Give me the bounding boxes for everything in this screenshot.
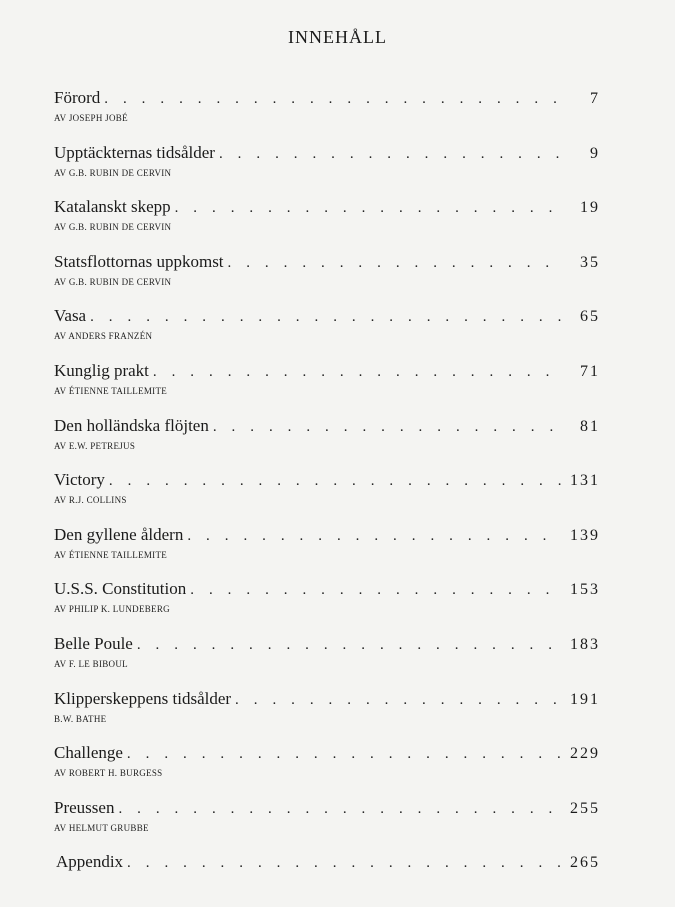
entry-title: Statsflottornas uppkomst — [54, 251, 224, 271]
dot-leader — [137, 635, 562, 655]
entry-page-number: 229 — [570, 745, 600, 763]
dot-leader — [175, 198, 562, 218]
toc-entry-den-gyllene-aldern[interactable] — [54, 525, 600, 580]
entry-author: AV JOSEPH JOBÉ — [54, 113, 128, 123]
entry-page-number: 65 — [580, 308, 600, 326]
toc-entry-appendix[interactable] — [54, 852, 600, 907]
entry-author: AV HELMUT GRUBBE — [54, 822, 149, 833]
entry-author: AV ANDERS FRANZÉN — [54, 331, 153, 342]
dot-leader — [118, 799, 562, 819]
entry-author: AV E.W. PETREJUS — [54, 440, 136, 451]
entry-author: AV G.B. RUBIN DE CERVIN — [54, 276, 172, 287]
dot-leader — [109, 471, 562, 491]
toc-entry-forord[interactable] — [54, 88, 600, 143]
dot-leader — [127, 853, 562, 873]
entry-page-number: 71 — [580, 362, 600, 380]
toc-entry-kunglig-prakt[interactable] — [54, 361, 600, 416]
entry-page-number: 9 — [590, 144, 600, 162]
entry-title: Klipperskeppens tidsålder — [54, 688, 232, 708]
entry-title: Den holländska flöjten — [54, 415, 209, 435]
entry-page-number: 265 — [570, 854, 600, 872]
dot-leader — [213, 417, 562, 437]
entry-title: Upptäckternas tidsålder — [54, 142, 215, 162]
entry-page-number: 7 — [590, 90, 600, 107]
entry-author: AV R.J. COLLINS — [54, 495, 127, 506]
toc-entry-den-hollandska-flojten[interactable] — [54, 416, 600, 471]
entry-title: Vasa — [54, 306, 87, 326]
entry-author: AV ROBERT H. BURGESS — [54, 768, 163, 779]
entry-title: Appendix — [56, 852, 124, 872]
dot-leader — [190, 580, 562, 600]
page-title: INNEHÅLL — [288, 27, 387, 47]
dot-leader — [104, 89, 562, 109]
dot-leader — [228, 253, 562, 273]
entry-author: AV G.B. RUBIN DE CERVIN — [54, 167, 172, 178]
toc-entry-preussen[interactable] — [54, 798, 600, 853]
toc-entry-klipperskeppens-tidsalder[interactable] — [54, 689, 600, 744]
dot-leader — [153, 362, 562, 382]
entry-author: AV F. LE BIBOUL — [54, 658, 128, 669]
entry-author: AV ÉTIENNE TAILLEMITE — [54, 549, 168, 560]
entry-title: U.S.S. Constitution — [54, 579, 187, 599]
entry-author: AV ÉTIENNE TAILLEMITE — [54, 385, 168, 396]
entry-page-number: 19 — [580, 199, 600, 217]
entry-title: Challenge — [54, 743, 123, 763]
entry-title: Förord — [54, 88, 101, 107]
toc-entry-katalanskt-skepp[interactable] — [54, 197, 600, 252]
entry-page-number: 255 — [570, 799, 600, 817]
entry-title: Katalanskt skepp — [54, 197, 171, 217]
toc-entry-belle-poule[interactable] — [54, 634, 600, 689]
toc-entry-uss-constitution[interactable] — [54, 579, 600, 634]
toc-entry-upptackternas-tidsalder[interactable] — [54, 143, 600, 198]
dot-leader — [219, 144, 562, 164]
dot-leader — [187, 526, 562, 546]
entry-title: Belle Poule — [54, 633, 133, 653]
dot-leader — [127, 744, 562, 764]
toc-entry-statsflottornas-uppkomst[interactable] — [54, 252, 600, 307]
entry-title: Preussen — [54, 797, 115, 817]
toc-list — [54, 88, 600, 907]
entry-author: AV G.B. RUBIN DE CERVIN — [54, 222, 172, 233]
entry-title: Victory — [54, 470, 105, 490]
toc-entry-victory[interactable] — [54, 470, 600, 525]
entry-page-number: 131 — [570, 472, 600, 490]
entry-page-number: 35 — [580, 253, 600, 271]
entry-author: B.W. BATHE — [54, 713, 107, 724]
entry-title: Den gyllene åldern — [54, 524, 184, 544]
dot-leader — [235, 690, 562, 710]
entry-page-number: 153 — [570, 581, 600, 599]
entry-author: AV PHILIP K. LUNDEBERG — [54, 604, 170, 615]
entry-page-number: 81 — [580, 417, 600, 435]
entry-page-number: 191 — [570, 690, 600, 708]
entry-title: Kunglig prakt — [54, 360, 149, 380]
dot-leader — [90, 307, 562, 327]
toc-entry-challenge[interactable] — [54, 743, 600, 798]
entry-page-number: 183 — [570, 635, 600, 653]
entry-page-number: 139 — [570, 526, 600, 544]
toc-entry-vasa[interactable] — [54, 306, 600, 361]
